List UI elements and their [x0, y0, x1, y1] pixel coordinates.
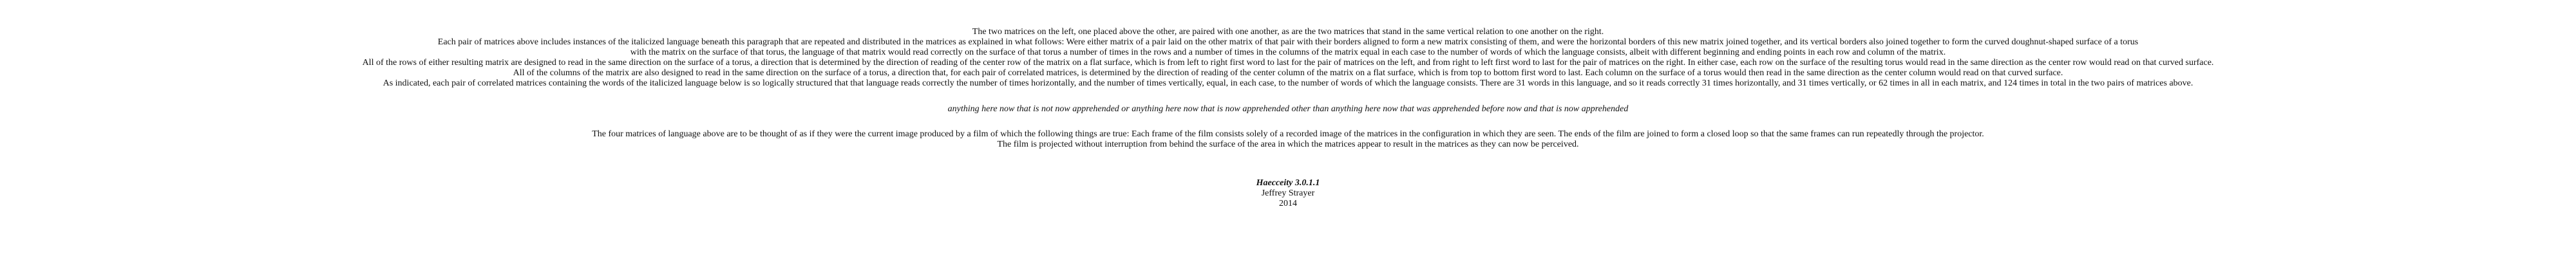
- paragraph-line: As indicated, each pair of correlated matrices containing the words of the italicized language below is so logically structured that that language reads correctly the number of times horizontally, and the number of times vertically, equal, in each case, to the number of words of which the language consists. There are 31 words in this language, and so it reads correctly 31 times horizontally, and 31 times vertically, or 62 times in all in each matrix, and 124 times in total in the two pairs of matrices above.: [383, 78, 2193, 88]
- paragraph-line: All of the columns of the matrix are also designed to read in the same direction on the surface of a torus, a direction that, for each pair of correlated matrices, is determined by the direction of reading of the center column of the matrix on a flat surface, which is from top to bottom first word to last. Each column on the surface of a torus would then read in the same direction as the center column would read on that curved surface.: [513, 68, 2063, 78]
- paragraph-line: with the matrix on the surface of that torus, the language of that matrix would read correctly on the surface of that torus a number of times in the rows and a number of times in the columns of the matrix equal in each case to the number of words of which the language consists, albeit with different beginning and ending points in each row and column of the matrix.: [630, 48, 1946, 57]
- author-name: Jeffrey Strayer: [1261, 188, 1315, 198]
- paragraph-line: All of the rows of either resulting matrix are designed to read in the same direction on the surface of a torus, a direction that is determined by the direction of reading of the center row of the matrix on a flat surface, which is from left to right first word to last for the pair of matrices on the left, and from right to left first word to last for the pair of matrices on the right. In either case, each row on the surface of the resulting torus would read in the same direction as the center row would read on that curved surface.: [362, 58, 2214, 68]
- year: 2014: [1279, 199, 1297, 208]
- paragraph-line: The four matrices of language above are to be thought of as if they were the current image produced by a film of which the following things are true: Each frame of the film consists solely of a recorded image of the matrices in the configuration in which they are seen. The ends of the film are joined to form a closed loop so that the same frames can run repeatedly through the projector.: [592, 129, 1984, 139]
- paragraph-line: Each pair of matrices above includes instances of the italicized language beneath this paragraph that are repeated and distributed in the matrices as explained in what follows: Were either matrix of a pair laid on the other matrix of that pair with their borders aligned to form a new matrix consisting of them, and were the horizontal borders of this new matrix joined together, and its vertical borders also joined together to form the curved doughnut-shaped surface of a torus: [437, 37, 2139, 47]
- work-title: Haecceity 3.0.1.1: [1256, 178, 1320, 188]
- paragraph-line: The film is projected without interruption from behind the surface of the area in which the matrices appear to result in the matrices as they can now be perceived.: [997, 140, 1579, 149]
- italicized-language: anything here now that is not now apprehended or anything here now that is now apprehended other than anything here now that was apprehended before now and that is now apprehended: [947, 104, 1629, 114]
- paragraph-line: The two matrices on the left, one placed above the other, are paired with one another, as are the two matrices that stand in the same vertical relation to one another on the right.: [972, 27, 1604, 37]
